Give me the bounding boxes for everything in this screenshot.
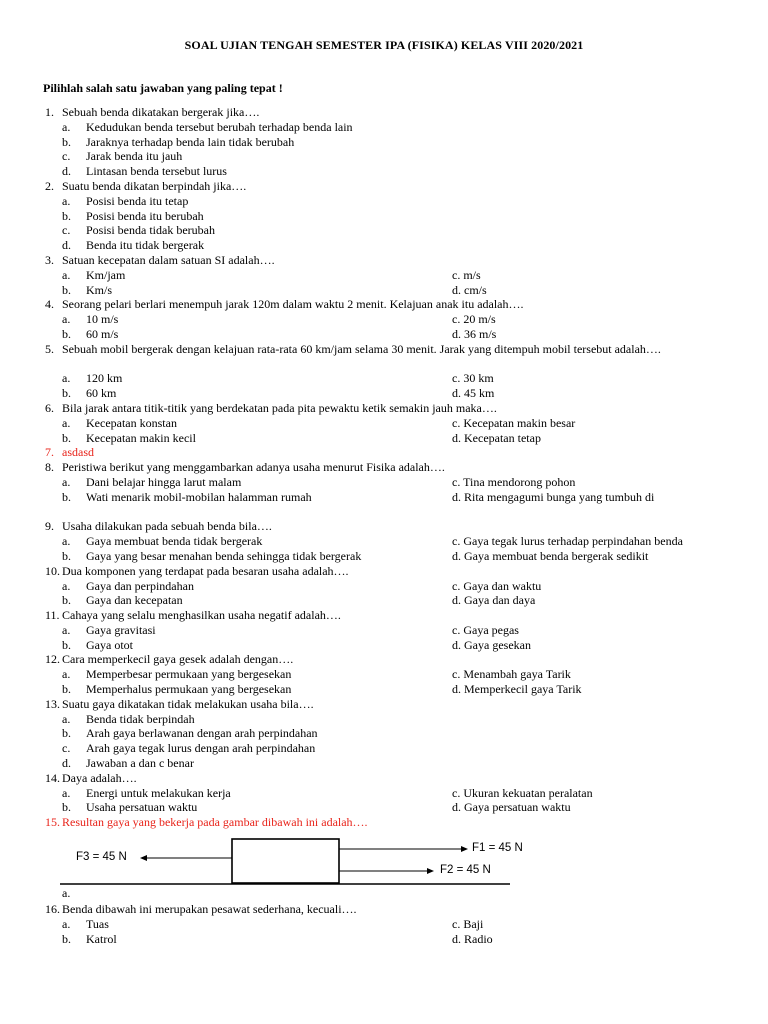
answer-row: [0, 800, 768, 815]
option-text: Wati menarik mobil-mobilan halamman rumah: [86, 489, 312, 504]
option-text-right: d. Gaya dan daya: [452, 593, 536, 608]
arrow-f1-head: [461, 846, 468, 852]
option-text: Kecepatan makin kecil: [86, 430, 196, 445]
question-number: 14.: [45, 770, 60, 785]
question-10: [0, 564, 768, 579]
option-text: Benda itu tidak bergerak: [86, 238, 205, 253]
option-text-right: c. Gaya pegas: [452, 622, 519, 637]
question-text: Cara memperkecil gaya gesek adalah dengan….: [62, 652, 294, 667]
option-letter: a.: [62, 667, 71, 682]
option-letter: b.: [62, 489, 71, 504]
option-text: Km/jam: [86, 267, 126, 282]
label-f3: F3 = 45 N: [76, 851, 127, 864]
question-13: [0, 697, 768, 712]
answer-row: [0, 593, 768, 608]
answer-option: [0, 238, 768, 253]
question-text: Daya adalah….: [62, 770, 137, 785]
option-text: Memperhalus permukaan yang bergesekan: [86, 682, 292, 697]
answer-row: [0, 917, 768, 932]
answer-option: [0, 194, 768, 209]
option-text: Gaya dan perpindahan: [86, 578, 194, 593]
option-letter: a.: [62, 711, 71, 726]
answer-option: [0, 756, 768, 771]
answer-option: [0, 149, 768, 164]
answer-row: [0, 283, 768, 298]
option-text-right: c. Kecepatan makin besar: [452, 415, 576, 430]
option-letter: b.: [62, 800, 71, 815]
option-letter: b.: [62, 430, 71, 445]
question-text: Satuan kecepatan dalam satuan SI adalah….: [62, 252, 275, 267]
option-text: Kedudukan benda tersebut berubah terhadap benda lain: [86, 119, 353, 134]
option-text: 60 km: [86, 386, 117, 401]
arrow-f2-head: [427, 868, 434, 874]
option-text: Posisi benda tidak berubah: [86, 223, 215, 238]
option-letter: a.: [62, 193, 71, 208]
label-f1: F1 = 45 N: [472, 842, 523, 855]
question-number: 4.: [45, 297, 54, 312]
answer-row: [0, 312, 768, 327]
option-letter: a.: [62, 415, 71, 430]
question-14: [0, 771, 768, 786]
option-text-right: d. 45 km: [452, 386, 495, 401]
question-5: [0, 342, 768, 372]
answer-row: [0, 932, 768, 947]
question-3: [0, 253, 768, 268]
option-letter: a.: [62, 312, 71, 327]
question-number: 5.: [45, 341, 54, 356]
question-text: Peristiwa berikut yang menggambarkan adanya usaha menurut Fisika adalah….: [62, 460, 445, 475]
option-text: Jarak benda itu jauh: [86, 149, 183, 164]
question-12: [0, 652, 768, 667]
option-letter: a.: [62, 371, 71, 386]
option-text: 10 m/s: [86, 312, 119, 327]
option-text: Jawaban a dan c benar: [86, 756, 194, 771]
question-6: [0, 401, 768, 416]
question-text: Dua komponen yang terdapat pada besaran usaha adalah….: [62, 563, 349, 578]
option-text-right: d. Gaya membuat benda bergerak sedikit: [452, 548, 649, 563]
option-text: Gaya yang besar menahan benda sehingga tidak bergerak: [86, 548, 362, 563]
option-text-right: d. Kecepatan tetap: [452, 430, 541, 445]
question-text: Suatu benda dikatan berpindah jika….: [62, 178, 247, 193]
label-f2: F2 = 45 N: [440, 864, 491, 877]
answer-option: [0, 223, 768, 238]
option-text: Arah gaya tegak lurus dengan arah perpindahan: [86, 741, 316, 756]
option-text-right: d. Gaya persatuan waktu: [452, 800, 571, 815]
question-text: Cahaya yang selalu menghasilkan usaha negatif adalah….: [62, 608, 341, 623]
answer-row: [0, 534, 768, 549]
question-number: 16.: [45, 902, 60, 917]
option-text-right: d. Radio: [452, 931, 493, 946]
option-letter: a.: [62, 785, 71, 800]
question-number: 1.: [45, 105, 54, 119]
question-number: 3.: [45, 252, 54, 267]
question-16: [0, 902, 768, 917]
question-9: [0, 519, 768, 534]
option-letter: b.: [62, 593, 71, 608]
question-list: [0, 105, 768, 946]
question-7: [0, 445, 768, 460]
answer-row: [0, 268, 768, 283]
option-letter: a.: [62, 474, 71, 489]
option-text-right: c. Menambah gaya Tarik: [452, 667, 571, 682]
option-letter: b.: [62, 282, 71, 297]
option-text-right: d. Rita mengagumi bunga yang tumbuh di: [452, 489, 655, 504]
option-text: Jaraknya terhadap benda lain tidak berubah: [86, 134, 295, 149]
question-text: Sebuah mobil bergerak dengan kelajuan rata-rata 60 km/jam selama 30 menit. Jarak yang ditempuh mobil tersebut adalah….: [62, 341, 661, 356]
option-letter: d.: [62, 164, 71, 179]
option-text: Gaya otot: [86, 637, 133, 652]
force-diagram-drawing: [0, 830, 768, 902]
option-letter: a.: [62, 916, 71, 931]
answer-row: [0, 579, 768, 594]
question-text: Bila jarak antara titik-titik yang berdekatan pada pita pewaktu ketik semakin jauh maka….: [62, 400, 497, 415]
question-text: Usaha dilakukan pada sebuah benda bila….: [62, 519, 272, 534]
question-number: 10.: [45, 563, 60, 578]
option-letter: b.: [62, 682, 71, 697]
question-text: Resultan gaya yang bekerja pada gambar dibawah ini adalah….: [62, 815, 368, 830]
answer-row: [0, 475, 768, 490]
answer-option: [0, 164, 768, 179]
answer-option: [0, 209, 768, 224]
arrow-f3-head: [140, 855, 147, 861]
instruction-text: Pilihlah salah satu jawaban yang paling tepat !: [43, 81, 283, 95]
question-11: [0, 608, 768, 623]
question-text: asdasd: [62, 445, 94, 460]
question-8: [0, 460, 768, 475]
option-text-right: c. Gaya dan waktu: [452, 578, 542, 593]
question-text: Sebuah benda dikatakan bergerak jika….: [62, 105, 260, 119]
option-text-right: d. Gaya gesekan: [452, 637, 531, 652]
question-1: [0, 105, 768, 120]
option-text-right: d. 36 m/s: [452, 326, 497, 341]
question-number: 9.: [45, 519, 54, 534]
option-text: Gaya membuat benda tidak bergerak: [86, 534, 263, 549]
option-text: Km/s: [86, 282, 113, 297]
option-text-right: c. 20 m/s: [452, 312, 496, 327]
option-text: Dani belajar hingga larut malam: [86, 474, 242, 489]
question-number: 11.: [45, 608, 60, 623]
answer-option: [0, 120, 768, 135]
question-text: Suatu gaya dikatakan tidak melakukan usaha bila….: [62, 696, 314, 711]
option-letter: c.: [62, 741, 71, 756]
option-letter: b.: [62, 208, 71, 223]
option-text: Kecepatan konstan: [86, 415, 177, 430]
option-text: Energi untuk melakukan kerja: [86, 785, 231, 800]
option-text-right: c. 30 km: [452, 371, 494, 386]
force-diagram: [0, 830, 768, 902]
question-number: 6.: [45, 400, 54, 415]
option-text-right: d. Memperkecil gaya Tarik: [452, 682, 582, 697]
option-letter: b.: [62, 386, 71, 401]
option-text: 120 km: [86, 371, 123, 386]
option-letter: a.: [62, 534, 71, 549]
option-text: Gaya gravitasi: [86, 622, 156, 637]
question-number: 2.: [45, 178, 54, 193]
question-2: [0, 179, 768, 194]
answer-row: [0, 549, 768, 564]
question-number: 8.: [45, 460, 54, 475]
answer-row: [0, 386, 768, 401]
option-text: Katrol: [86, 931, 117, 946]
answer-row: [0, 786, 768, 801]
answer-row: [0, 638, 768, 653]
option-letter: d.: [62, 756, 71, 771]
question-15: [0, 815, 768, 830]
box-object: [232, 839, 339, 883]
option-text-right: d. cm/s: [452, 282, 487, 297]
option-text: Lintasan benda tersebut lurus: [86, 164, 227, 179]
option-text: Memperbesar permukaan yang bergesekan: [86, 667, 292, 682]
question-number: 13.: [45, 696, 60, 711]
answer-row: [0, 623, 768, 638]
option-text: Tuas: [86, 916, 109, 931]
option-text: Gaya dan kecepatan: [86, 593, 183, 608]
option-letter: a.: [62, 578, 71, 593]
answer-option: [0, 712, 768, 727]
option-text: Posisi benda itu tetap: [86, 193, 189, 208]
page-title: SOAL UJIAN TENGAH SEMESTER IPA (FISIKA) KELAS VIII 2020/2021: [184, 38, 584, 52]
answer-option: [0, 135, 768, 150]
answer-row: [0, 682, 768, 697]
answer-row: [0, 416, 768, 431]
question-4: [0, 297, 768, 312]
answer-option: [0, 741, 768, 756]
option-letter: c.: [62, 223, 71, 238]
option-text-right: c. m/s: [452, 267, 481, 282]
option-letter: b.: [62, 931, 71, 946]
option-text-right: c. Tina mendorong pohon: [452, 474, 576, 489]
option-letter: a.: [62, 886, 71, 901]
option-text: Posisi benda itu berubah: [86, 208, 204, 223]
option-text-right: c. Baji: [452, 916, 484, 931]
option-letter: b.: [62, 326, 71, 341]
question-number: 7.: [45, 445, 54, 460]
question-number: 12.: [45, 652, 60, 667]
option-letter: b.: [62, 637, 71, 652]
option-letter: a.: [62, 622, 71, 637]
answer-row: [0, 371, 768, 386]
question-text: Seorang pelari berlari menempuh jarak 120m dalam waktu 2 menit. Kelajuan anak itu adalah….: [62, 297, 524, 312]
answer-row: [0, 490, 768, 520]
option-letter: d.: [62, 238, 71, 253]
option-text-right: c. Gaya tegak lurus terhadap perpindahan benda: [452, 534, 683, 549]
option-letter: b.: [62, 134, 71, 149]
question-text: Benda dibawah ini merupakan pesawat sederhana, kecuali….: [62, 902, 357, 917]
answer-row: [0, 431, 768, 446]
option-text: Benda tidak berpindah: [86, 711, 195, 726]
answer-row: [0, 667, 768, 682]
option-text: Arah gaya berlawanan dengan arah perpindahan: [86, 726, 318, 741]
question-number: 15.: [45, 815, 60, 830]
answer-row: [0, 327, 768, 342]
answer-option: [0, 726, 768, 741]
option-letter: a.: [62, 119, 71, 134]
option-letter: b.: [62, 726, 71, 741]
option-letter: b.: [62, 548, 71, 563]
option-text: 60 m/s: [86, 326, 119, 341]
option-letter: a.: [62, 267, 71, 282]
option-letter: c.: [62, 149, 71, 164]
option-text-right: c. Ukuran kekuatan peralatan: [452, 785, 593, 800]
option-text: Usaha persatuan waktu: [86, 800, 198, 815]
